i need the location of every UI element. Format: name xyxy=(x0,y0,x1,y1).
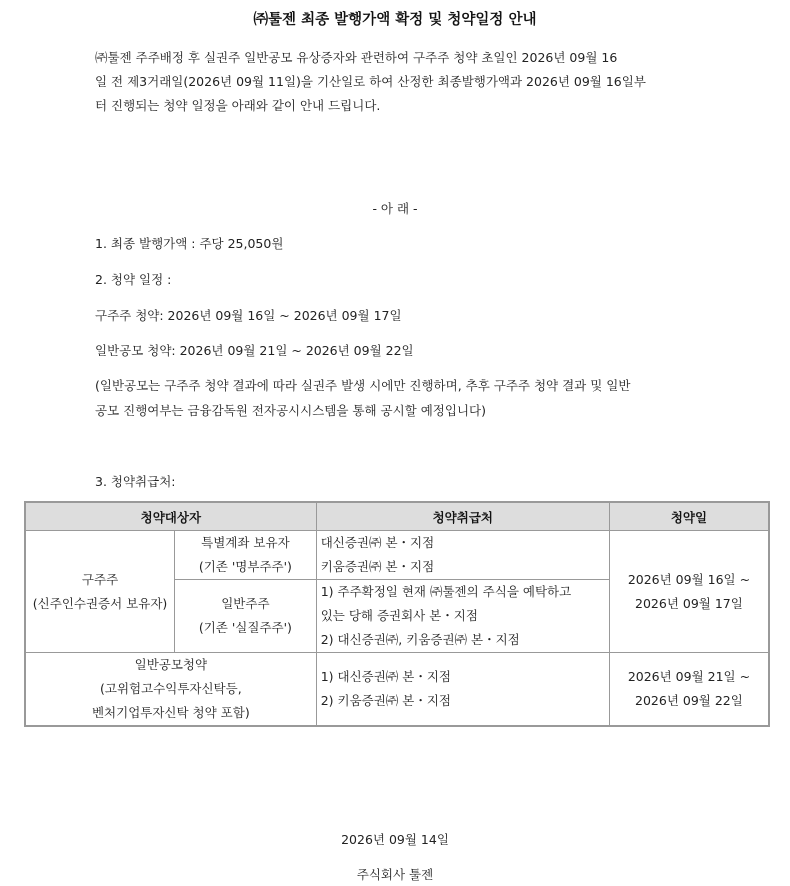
existing-shareholder-group: 구주주 (신주인수권증서 보유자) xyxy=(25,531,175,653)
company-name: 주식회사 툴젠 xyxy=(356,867,434,882)
general-shareholder: 일반주주 (기존 '실질주주') xyxy=(175,580,317,653)
table-header-row xyxy=(25,502,769,531)
existing-subscription-date: 2026년 09월 16일 ~ 2026년 09월 17일 xyxy=(609,531,769,653)
schedule-existing-shareholders: 구주주 청약: 2026년 09월 16일 ~ 2026년 09월 17일 xyxy=(95,308,402,323)
public-offering-type: 일반공모청약 (고위험고수익투자신탁등, 벤처기업투자신탁 청약 포함) xyxy=(25,653,316,727)
public-offering-handlers: 1) 대신증권㈜ 본・지점 2) 키움증권㈜ 본・지점 xyxy=(316,653,609,727)
handlers-item: 3. 청약취급처: xyxy=(95,474,176,489)
intro-paragraph: ㈜툴젠 주주배정 후 실권주 일반공모 유상증자와 관련하여 구주주 청약 초일인 2026년 09월 16 일 전 제3거래일(2026년 09월 11일)을 기산일로 하여 산정한 최종발행가액과 2026년 09월 16일부 터 진행되는 청약 일정을 아래와 같이 안내 드립니다. xyxy=(95,50,646,113)
header-subscriber: 청약대상자 xyxy=(25,502,316,531)
public-subscription-date: 2026년 09월 21일 ~ 2026년 09월 22일 xyxy=(609,653,769,727)
header-date: 청약일 xyxy=(609,502,769,531)
final-price-item: 1. 최종 발행가액 : 주당 25,050원 xyxy=(95,236,284,251)
special-account-holder: 특별계좌 보유자 (기존 '명부주주') xyxy=(175,531,317,580)
notice-heading: - 아 래 - xyxy=(372,201,418,216)
table-row xyxy=(25,531,769,580)
document-date: 2026년 09월 14일 xyxy=(341,832,449,847)
schedule-public-offering: 일반공모 청약: 2026년 09월 21일 ~ 2026년 09월 22일 xyxy=(95,343,414,358)
header-handler: 청약취급처 xyxy=(316,502,609,531)
public-offering-note: (일반공모는 구주주 청약 결과에 따라 실권주 발생 시에만 진행하며, 추후 구주주 청약 결과 및 일반 공모 진행여부는 금융감독원 전자공시시스템을 통해 공시할 예정입니다) xyxy=(95,378,631,418)
table-row xyxy=(25,653,769,727)
subscription-table xyxy=(24,501,770,727)
special-account-handlers: 대신증권㈜ 본・지점 키움증권㈜ 본・지점 xyxy=(316,531,609,580)
document-title: ㈜툴젠 최종 발행가액 확정 및 청약일정 안내 xyxy=(253,12,537,28)
general-shareholder-handlers: 1) 주주확정일 현재 ㈜툴젠의 주식을 예탁하고 있는 당해 증권회사 본・지점 2) 대신증권㈜, 키움증권㈜ 본・지점 xyxy=(316,580,609,653)
schedule-item: 2. 청약 일정 : xyxy=(95,272,172,287)
